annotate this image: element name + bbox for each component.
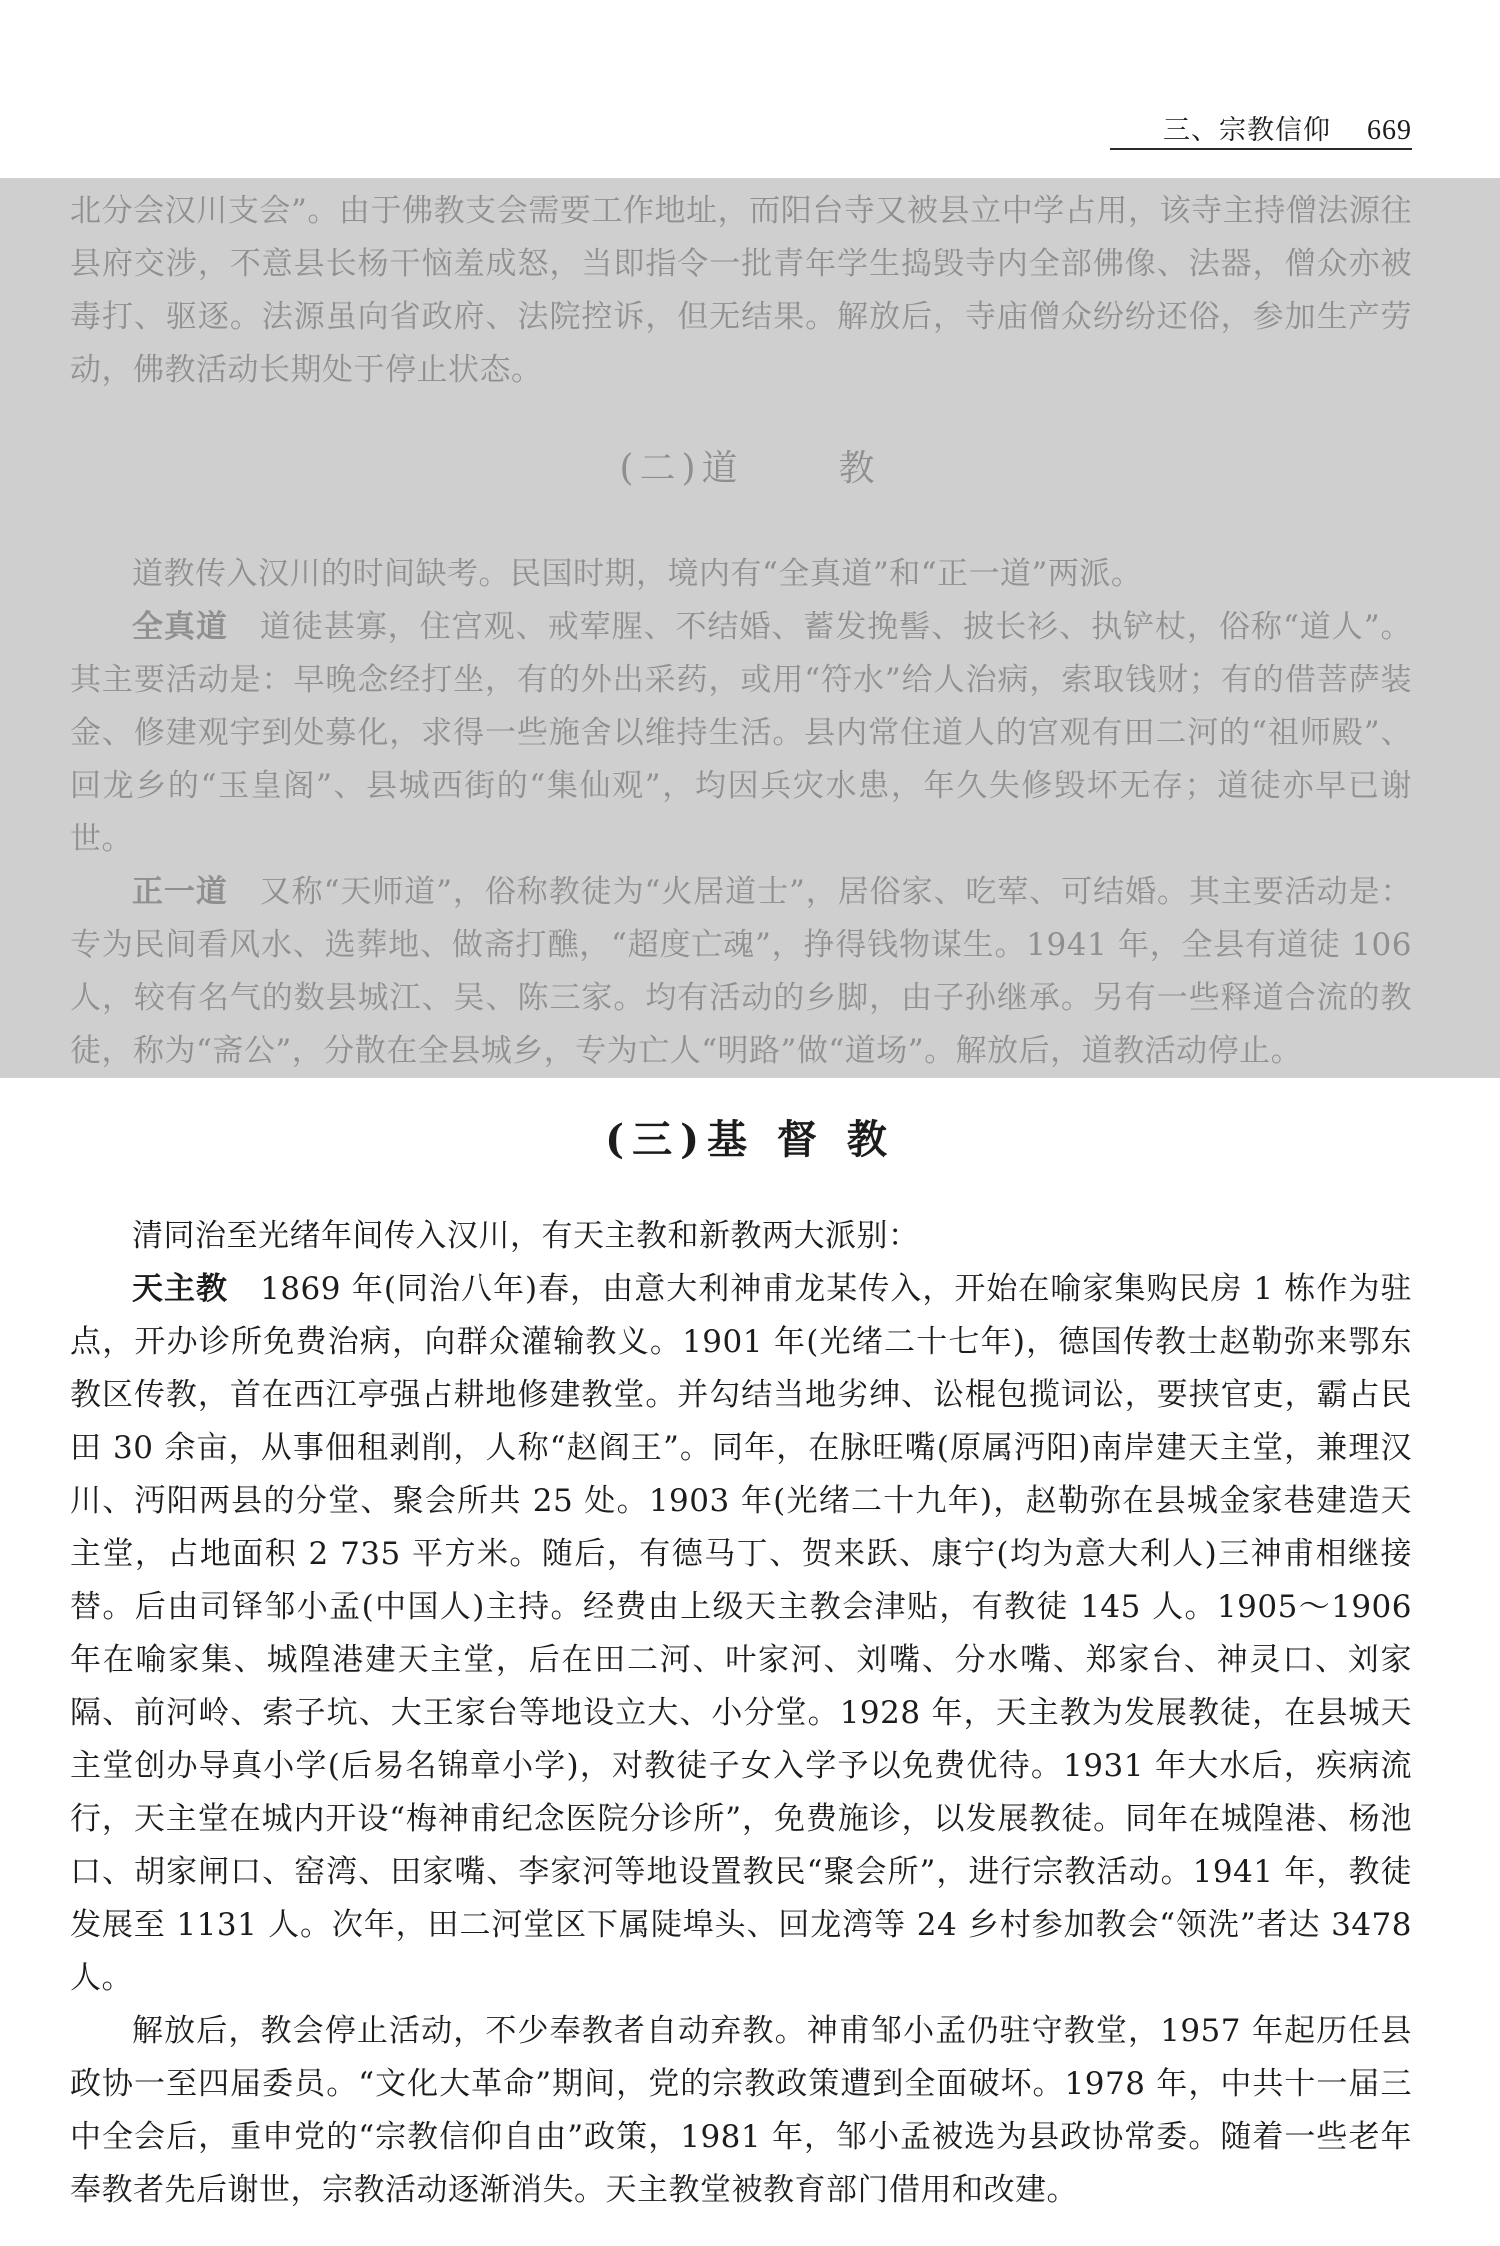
section-paragraph-1: 清同治至光绪年间传入汉川，有天主教和新教两大派别：	[132, 1218, 920, 1254]
prev-paragraph-2	[70, 601, 1412, 866]
section-paragraph-2-text: 1869 年(同治八年)春，由意大利神甫龙某传入，开始在喻家集购民房 1 栋作为驻点，开办诊所免费治病，向群众灌输教义。1901 年(光绪二十七年)，德国传教士赵勒弥来鄂东教区传教，首在西江亭强占耕地修建教堂。并勾结当地劣绅、讼棍包揽词讼，要挟官吏，霸占民田 30 余亩，从事佃租剥削，人称“赵阎王”。同年，在脉旺嘴(原属沔阳)南岸建天主堂，兼理汉川、沔阳两县的分堂、聚会所共 25 处。1903 年(光绪二十九年)，赵勒弥在县城金家巷建造天主堂，占地面积 2 735 平方米。随后，有德马丁、贺来跃、康宁(均为意大利人)三神甫相继接替。后由司铎邹小孟(中国人)主持。经费由上级天主教会津贴，有教徒 145 人。1905～1906 年在喻家集、城隍港建天主堂，后在田二河、叶家河、刘嘴、分水嘴、郑家台、神灵口、刘家隔、前河岭、索子坑、大王家台等地设立大、小分堂。1928 年，天主教为发展教徒，在县城天主堂创办导真小学(后易名锦章小学)，对教徒子女入学予以免费优待。1931 年大水后，疾病流行，天主堂在城内开设“梅神甫纪念医院分诊所”，免费施诊，以发展教徒。同年在城隍港、杨池口、胡家闸口、窑湾、田家嘴、李家河等地设置教民“聚会所”，进行宗教活动。1941 年，教徒发展至 1131 人。次年，田二河堂区下属陡埠头、回龙湾等 24 乡村参加教会“领洗”者达 3478 人。	[70, 1271, 1413, 1996]
previous-section-highlight	[0, 178, 1500, 1078]
section-body	[70, 1210, 1412, 2217]
prev-paragraph-3-text: 又称“天师道”，俗称教徒为“火居道士”，居俗家、吃荤、可结婚。其主要活动是：专为民间看风水、选葬地、做斋打醮，“超度亡魂”，挣得钱物谋生。1941 年，全县有道徒 106 人，较有名气的数县城江、吴、陈三家。均有活动的乡脚，由子孙继承。另有一些释道合流的教徒，称为“斋公”，分散在全县城乡，专为亡人“明路”做“道场”。解放后，道教活动停止。	[70, 874, 1413, 1069]
page-number: 669	[1367, 115, 1412, 146]
prev-paragraph-2-text: 道徒甚寡，住宫观、戒荤腥、不结婚、蓄发挽髻、披长衫、执铲杖，俗称“道人”。其主要活动是：早晚念经打坐，有的外出采药，或用“符水”给人治病，索取钱财；有的借菩萨装金、修建观宇到处募化，求得一些施舍以维持生活。县内常住道人的宫观有田二河的“祖师殿”、回龙乡的“玉皇阁”、县城西街的“集仙观”，均因兵灾水患，年久失修毁坏无存；道徒亦早已谢世。	[70, 609, 1413, 857]
prev-intro-block	[70, 185, 1412, 397]
term-quanzhen: 全真道	[132, 609, 228, 645]
prev-paragraph-3	[70, 866, 1412, 1078]
prev-paragraph-1: 道教传入汉川的时间缺考。民国时期，境内有“全真道”和“正一道”两派。	[132, 556, 1143, 592]
term-zhengyi: 正一道	[132, 874, 228, 910]
section-paragraph-3: 解放后，教会停止活动，不少奉教者自动弃教。神甫邹小孟仍驻守教堂，1957 年起历任县政协一至四届委员。“文化大革命”期间，党的宗教政策遭到全面破坏。1978 年，中共十一届三中全会后，重申党的“宗教信仰自由”政策，1981 年，邹小孟被选为县政协常委。随着一些老年奉教者先后谢世，宗教活动逐渐消失。天主教堂被教育部门借用和改建。	[70, 2013, 1412, 2208]
prev-intro-paragraph: 北分会汉川支会”。由于佛教支会需要工作地址，而阳台寺又被县立中学占用，该寺主持僧法源往县府交涉，不意县长杨干恼羞成怒，当即指令一批青年学生捣毁寺内全部佛像、法器，僧众亦被毒打、驱逐。法源虽向省政府、法院控诉，但无结果。解放后，寺庙僧众纷纷还俗，参加生产劳动，佛教活动长期处于停止状态。	[70, 193, 1412, 388]
running-header-section: 三、宗教信仰	[1163, 115, 1331, 146]
section-paragraph-2	[70, 1263, 1412, 2005]
prev-body-block	[70, 548, 1412, 1078]
term-catholicism: 天主教	[132, 1271, 229, 1307]
running-header	[1110, 108, 1412, 150]
prev-heading-left: (二)道	[619, 448, 744, 489]
prev-heading-right: 教	[838, 448, 881, 489]
section-heading: (三)基 督 教	[605, 1116, 895, 1163]
prev-section-heading	[0, 440, 1500, 491]
